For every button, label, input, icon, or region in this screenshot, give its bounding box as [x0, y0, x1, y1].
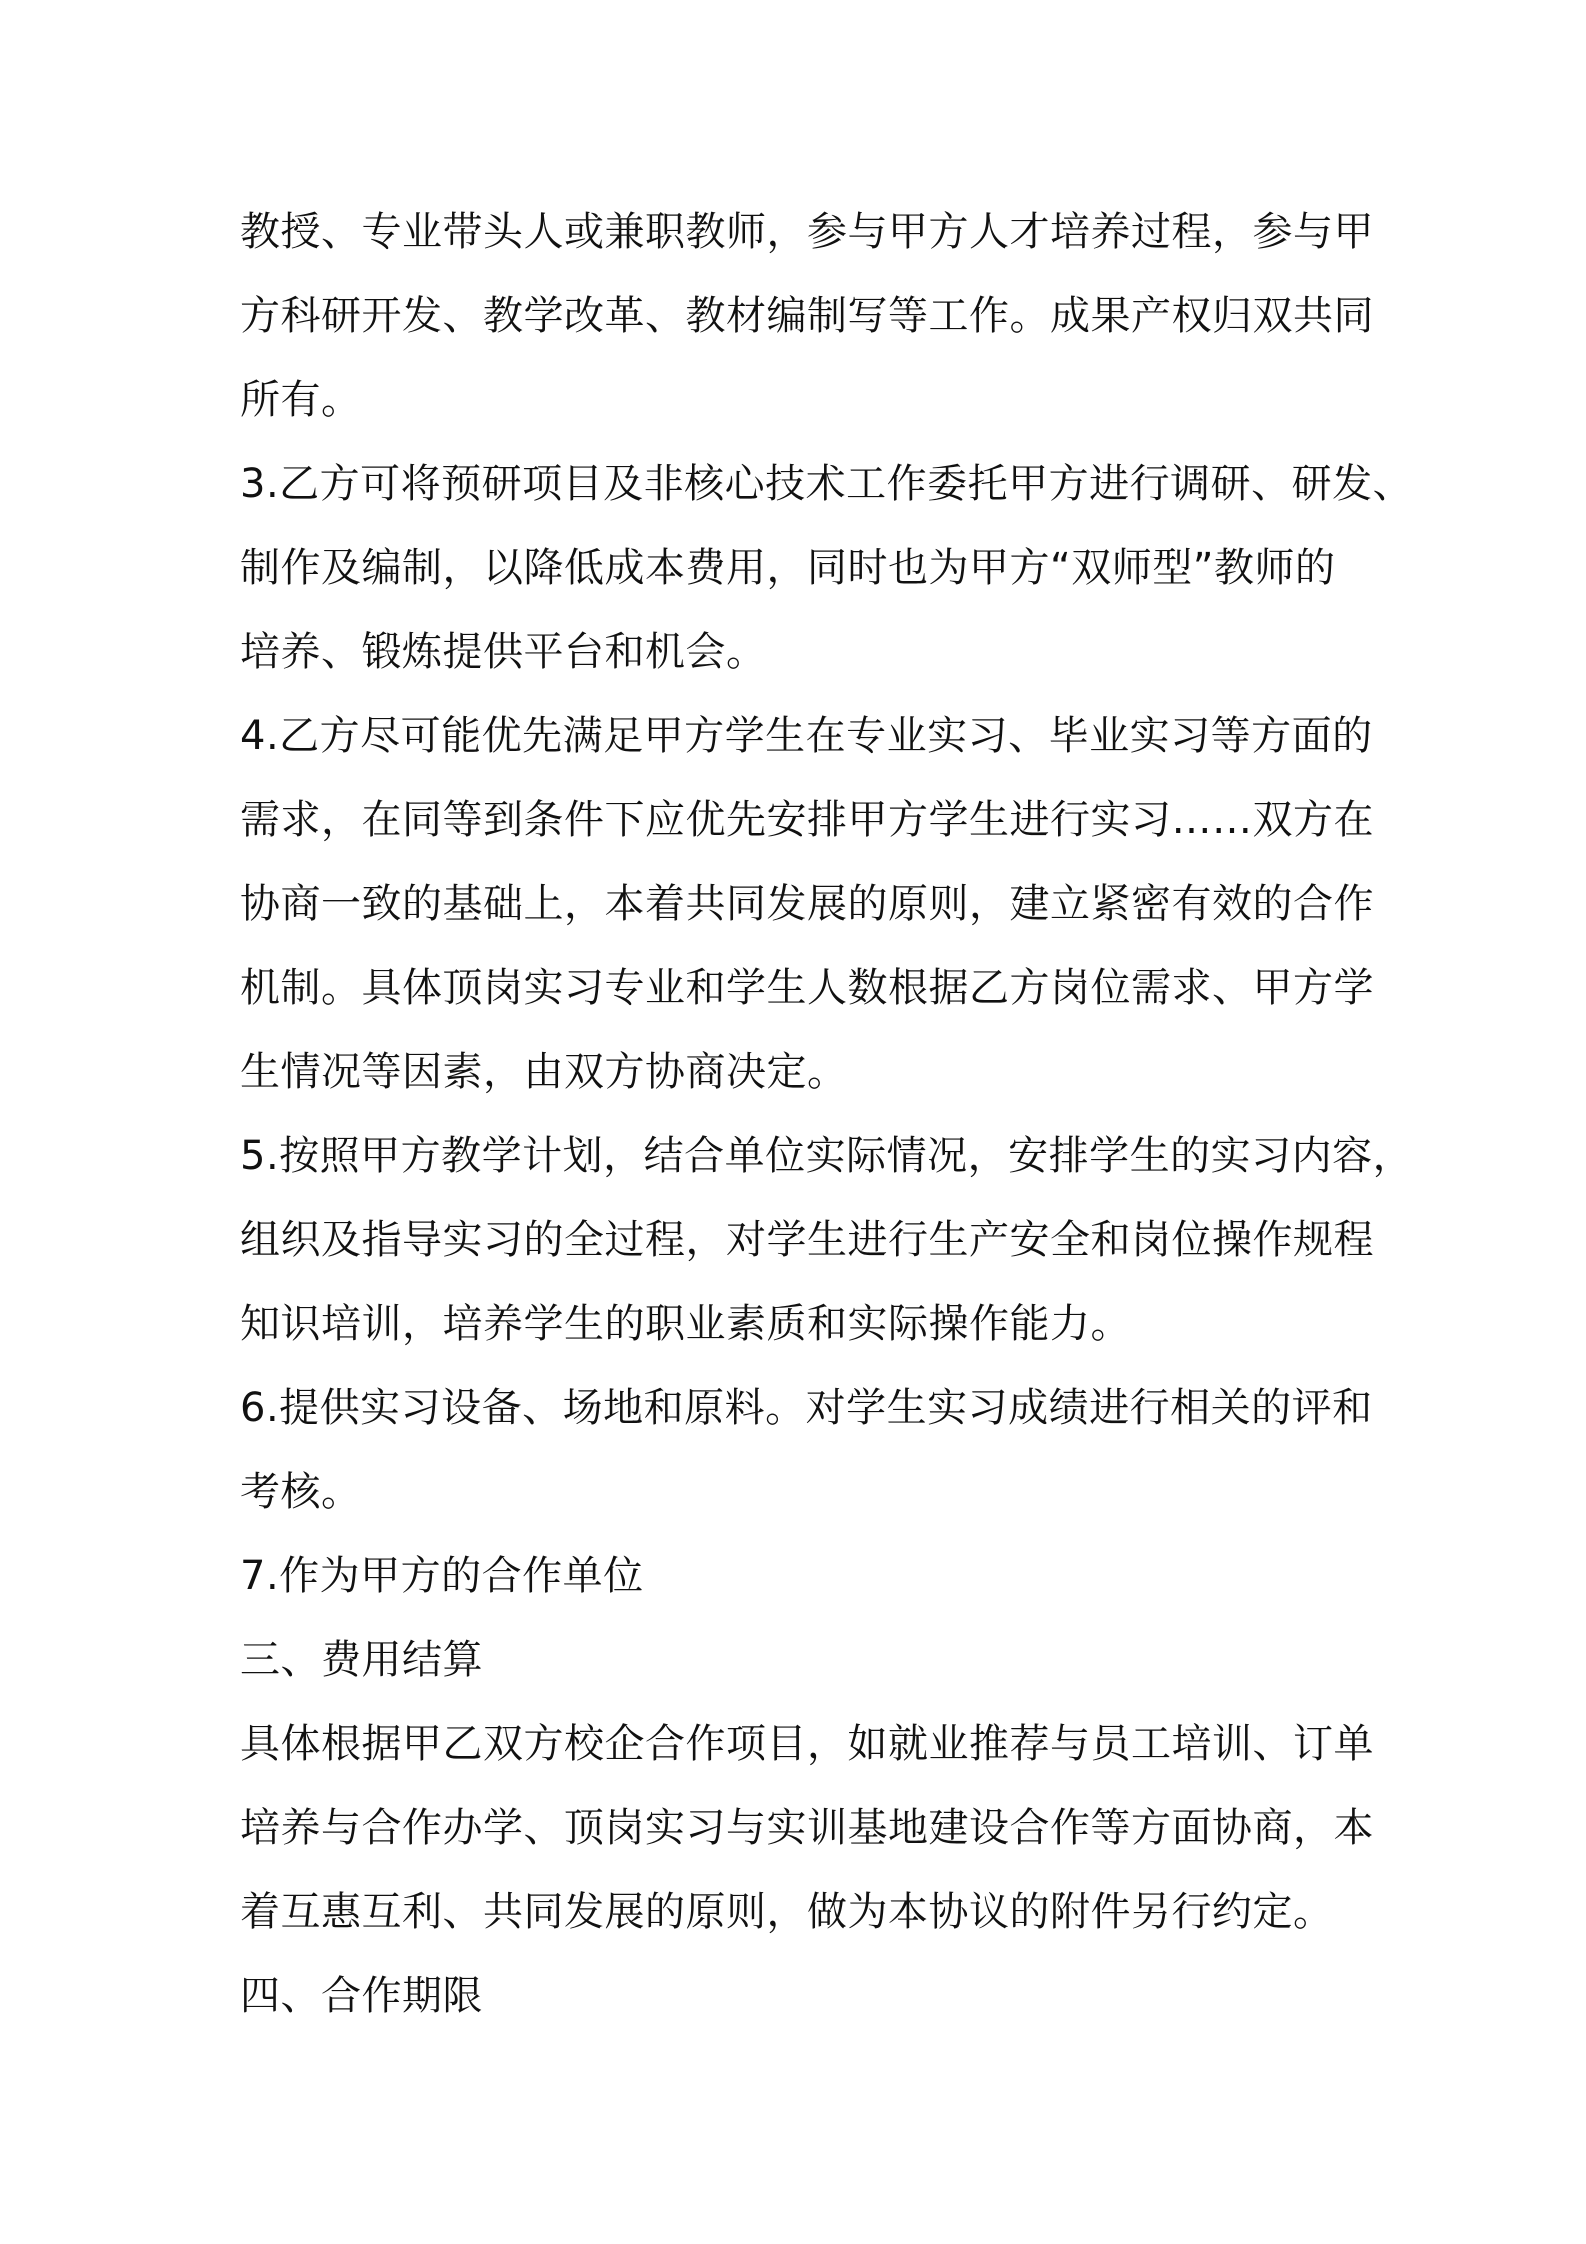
text-line: 6.提供实习设备、场地和原料。对学生实习成绩进行相关的评和	[240, 1385, 1373, 1431]
text-line: 7.作为甲方的合作单位	[240, 1553, 644, 1599]
text-line: 具体根据甲乙双方校企合作项目，如就业推荐与员工培训、订单	[240, 1721, 1374, 1767]
text-line: 制作及编制，以降低成本费用，同时也为甲方“双师型”教师的	[240, 545, 1336, 591]
text-line: 组织及指导实习的全过程，对学生进行生产安全和岗位操作规程	[240, 1217, 1374, 1263]
text-line: 知识培训，培养学生的职业素质和实际操作能力。	[240, 1301, 1131, 1347]
text-line: 考核。	[240, 1469, 362, 1515]
document-body	[240, 190, 1414, 2038]
text-line: 协商一致的基础上，本着共同发展的原则，建立紧密有效的合作	[240, 881, 1374, 927]
text-line: 3.乙方可将预研项目及非核心技术工作委托甲方进行调研、研发、	[240, 461, 1414, 507]
text-line: 培养与合作办学、顶岗实习与实训基地建设合作等方面协商，本	[240, 1805, 1374, 1851]
text-line: 5.按照甲方教学计划，结合单位实际情况，安排学生的实习内容，	[240, 1133, 1414, 1179]
text-line: 着互惠互利、共同发展的原则，做为本协议的附件另行约定。	[240, 1889, 1334, 1935]
section-heading: 四、合作期限	[240, 1973, 483, 2019]
text-line: 机制。具体顶岗实习专业和学生人数根据乙方岗位需求、甲方学	[240, 965, 1374, 1011]
text-line: 4.乙方尽可能优先满足甲方学生在专业实习、毕业实习等方面的	[240, 713, 1373, 759]
text-line: 培养、锻炼提供平台和机会。	[240, 629, 767, 675]
text-line: 需求，在同等到条件下应优先安排甲方学生进行实习……双方在	[240, 797, 1374, 843]
text-line: 生情况等因素，由双方协商决定。	[240, 1049, 848, 1095]
text-line: 所有。	[240, 377, 362, 423]
text-line: 教授、专业带头人或兼职教师，参与甲方人才培养过程，参与甲	[240, 209, 1374, 255]
section-heading: 三、费用结算	[240, 1637, 483, 1683]
text-line: 方科研开发、教学改革、教材编制写等工作。成果产权归双共同	[240, 293, 1374, 339]
